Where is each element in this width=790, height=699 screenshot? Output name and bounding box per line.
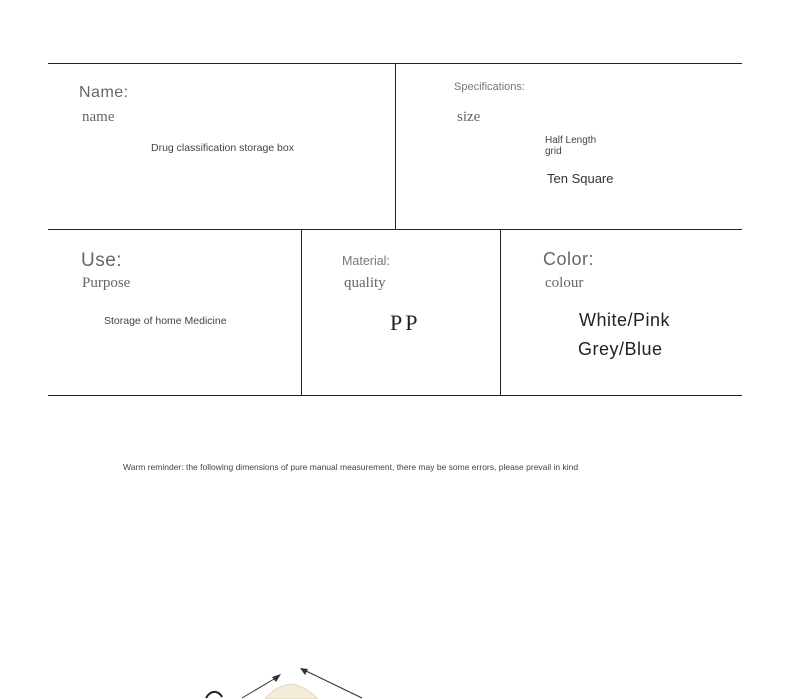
use-sublabel: Purpose [82,275,131,291]
name-sublabel: name [82,109,115,125]
spec-sublabel: size [457,109,481,125]
warm-reminder: Warm reminder: the following dimensions of pure manual measurement, there may be some errors, please prevail in kind [123,462,579,472]
color-label: Color: [543,249,595,269]
product-illustration [0,640,790,699]
storage-box-corner [265,684,318,699]
use-label: Use: [81,250,123,271]
dimension-label-glyph [206,692,222,698]
name-value: Drug classification storage box [151,142,294,154]
arrowhead-left [272,674,281,682]
table-bottom-border [48,395,742,396]
table-middle-border [48,229,742,230]
row2-divider-2 [500,229,501,395]
spec-value: Ten Square [547,171,614,186]
material-value: PP [390,310,421,335]
spec-label: Specifications: [454,81,525,93]
color-sublabel: colour [545,275,584,291]
name-label: Name: [79,84,129,101]
material-sublabel: quality [344,275,386,291]
color-value-line2: Grey/Blue [578,339,663,359]
color-value-line1: White/Pink [579,310,671,330]
spec-value-small: Half Length grid [545,135,597,157]
material-label: Material: [342,254,390,268]
row2-divider-1 [301,229,302,395]
use-value: Storage of home Medicine [104,315,227,327]
row1-divider [395,63,396,229]
